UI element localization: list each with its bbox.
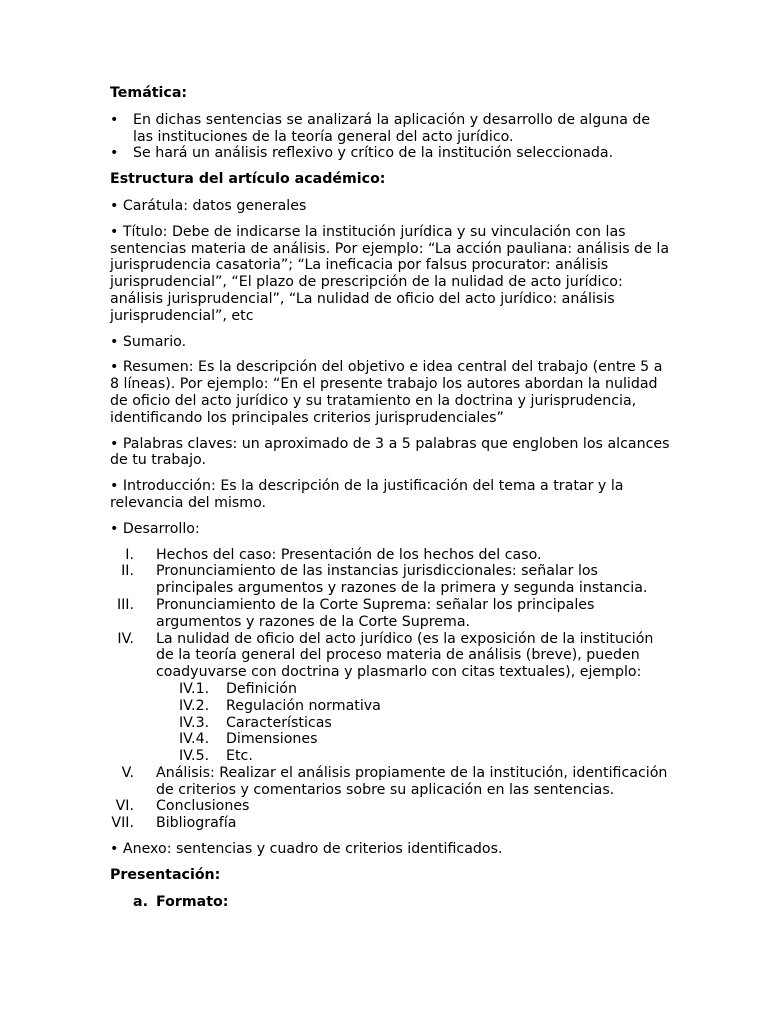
list-item: IV. La nulidad de oficio del acto jurídico (es la exposición de la institución de la teoría general del proceso materia de análisis (breve), pueden coadyuvarse con doctrina y plasmarlo con citas textuales), ejemplo:	[117, 630, 654, 681]
bullet-mark: •	[110, 145, 119, 162]
list-item: VI. Conclusiones	[115, 798, 250, 815]
list-item: III. Pronunciamiento de la Corte Suprema: señalar los principales argumentos y razones de la Corte Suprema.	[116, 596, 595, 630]
estructura-item-palabras: • Palabras claves: un aproximado de 3 a 5 palabras que engloben los alcances de tu trabajo.	[110, 435, 670, 469]
estructura-item-desarrollo: • Desarrollo:	[110, 520, 200, 537]
tematica-heading: Temática:	[110, 85, 188, 101]
presentacion-heading: Presentación:	[110, 866, 221, 883]
desarrollo-list	[110, 547, 670, 833]
estructura-item-titulo: • Título: Debe de indicarse la institución jurídica y su vinculación con las sentencias materia de análisis. Por ejemplo: “La acción pauliana: análisis de la jurisprudencia casatoria”; “La ineficacia por falsus procurator: análisis jurisprudencial”, “El plazo de prescripción de la nulidad de acto jurídico: análisis jurisprudencial”, “La nulidad de oficio del acto jurídico: análisis jurisprudencial”, etc	[110, 223, 670, 324]
document-page	[110, 85, 670, 910]
tematica-bullet-1: • En dichas sentencias se analizará la aplicación y desarrollo de alguna de las instituciones de la teoría general del acto jurídico.	[110, 111, 651, 145]
list-item: VII. Bibliografía	[111, 815, 237, 832]
sub-list-item: IV.4. Dimensiones	[179, 731, 318, 748]
sub-list-item: IV.1. Definición	[179, 680, 297, 697]
list-item: V. Análisis: Realizar el análisis propiamente de la institución, identificación de criterios y comentarios sobre su aplicación en las sentencias.	[121, 764, 668, 798]
sub-list-item: IV.5. Etc.	[179, 748, 253, 765]
estructura-item-caratula: • Carátula: datos generales	[110, 197, 307, 214]
sub-list-item: IV.3. Características	[179, 714, 332, 731]
estructura-item-sumario: • Sumario.	[110, 333, 187, 350]
estructura-item-resumen: • Resumen: Es la descripción del objetivo e idea central del trabajo (entre 5 a 8 líneas). Por ejemplo: “En el presente trabajo los autores abordan la nulidad de oficio del acto jurídico y su tratamiento en la doctrina y jurisprudencia, identificando los principales criterios jurisprudenciales”	[110, 359, 663, 426]
list-item: I. Hechos del caso: Presentación de los hechos del caso.	[125, 546, 542, 563]
list-item: II. Pronunciamiento de las instancias jurisdiccionales: señalar los principales argumentos y razones de la primera y segunda instancia.	[121, 563, 648, 597]
sub-list-item: IV.2. Regulación normativa	[179, 697, 381, 714]
estructura-item-introduccion: • Introducción: Es la descripción de la justificación del tema a tratar y la relevancia del mismo.	[110, 478, 624, 511]
estructura-item-anexo: • Anexo: sentencias y cuadro de criterios identificados.	[110, 841, 503, 858]
tematica-bullet-2: • Se hará un análisis reflexivo y crítico de la institución seleccionada.	[110, 145, 614, 162]
estructura-heading: Estructura del artículo académico:	[110, 171, 386, 188]
presentacion-item-formato: a. Formato:	[133, 893, 229, 910]
bullet-mark: •	[110, 111, 119, 128]
